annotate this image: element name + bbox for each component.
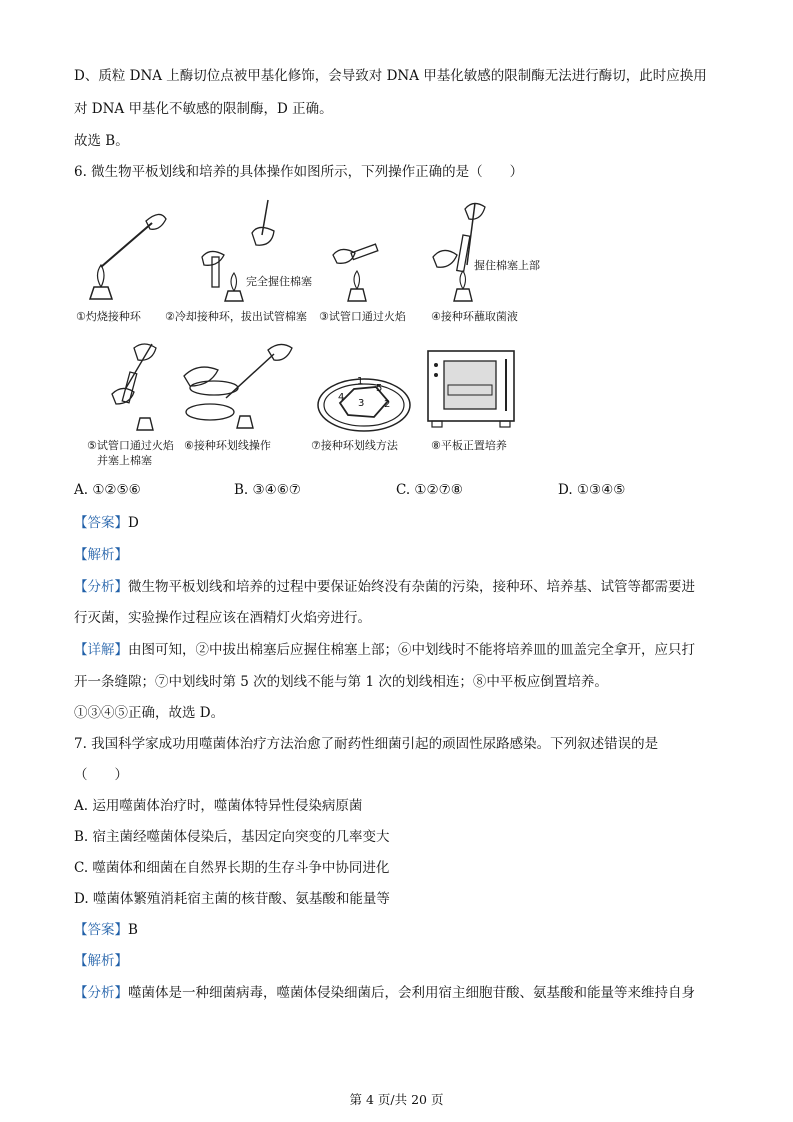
analysis-heading: 【解析】	[74, 547, 128, 563]
answer-line: 【答案】D	[74, 515, 139, 531]
option-a[interactable]: A. ①②⑤⑥	[74, 482, 141, 498]
burning-loop-illustration	[74, 195, 174, 305]
analysis-line: 【分析】微生物平板划线和培养的过程中要保证始终没有杂菌的污染，接种环、培养基、试管等都需要进	[74, 579, 695, 595]
plate-number: 4	[338, 392, 345, 403]
question-6-stem: 6. 微生物平板划线和培养的具体操作如图所示，下列操作正确的是（ ）	[74, 164, 524, 180]
dip-culture-illustration	[429, 195, 539, 305]
figure-caption: ③试管口通过火焰	[319, 310, 406, 323]
analysis-line: 【分析】噬菌体是一种细菌病毒，噬菌体侵染细菌后，会利用宿主细胞苷酸、氨基酸和能量等来维持自身	[74, 985, 695, 1001]
figure-label: 握住棉塞上部	[474, 259, 540, 272]
procedure-figure	[74, 195, 554, 475]
option-d[interactable]: D. 噬菌体繁殖消耗宿主菌的核苷酸、氨基酸和能量等	[74, 891, 390, 907]
option-d[interactable]: D. ①③④⑤	[558, 482, 626, 498]
figure-caption: ④接种环蘸取菌液	[431, 310, 518, 323]
tube-flame-illustration	[329, 235, 389, 305]
figure-caption: ⑧平板正置培养	[431, 439, 507, 452]
figure-caption: ⑥接种环划线操作	[184, 439, 271, 452]
answer-line: 【答案】B	[74, 922, 138, 938]
figure-label: 完全握住棉塞	[246, 275, 312, 288]
plate-number: 2	[384, 399, 391, 410]
analysis-line: 行灭菌，实验操作过程应该在酒精灯火焰旁进行。	[74, 610, 371, 626]
incubator-illustration	[424, 345, 520, 433]
figure-caption: ⑤试管口通过火焰	[87, 439, 174, 452]
question-7-paren: （ ）	[74, 767, 128, 783]
option-c[interactable]: C. 噬菌体和细菌在自然界长期的生存斗争中协同进化	[74, 860, 390, 876]
text-line: 对 DNA 甲基化不敏感的限制酶，D 正确。	[74, 101, 333, 117]
tube-stopper-illustration	[104, 338, 174, 433]
plate-number: 5	[376, 383, 383, 394]
figure-caption: ②冷却接种环，拔出试管棉塞	[165, 310, 307, 323]
text-line: D、质粒 DNA 上酶切位点被甲基化修饰，会导致对 DNA 甲基化敏感的限制酶无法进行酶切，此时应换用	[74, 68, 707, 84]
detail-line: 【详解】由图可知，②中拔出棉塞后应握住棉塞上部；⑥中划线时不能将培养皿的皿盖完全拿开，应只打	[74, 642, 695, 658]
option-b[interactable]: B. ③④⑥⑦	[234, 482, 301, 498]
analysis-heading: 【解析】	[74, 953, 128, 969]
plate-number: 1	[357, 376, 364, 387]
option-c[interactable]: C. ①②⑦⑧	[396, 482, 463, 498]
detail-line: 开一条缝隙；⑦中划线时第 5 次的划线不能与第 1 次的划线相连；⑧中平板应倒置培养。	[74, 674, 608, 690]
text-line: 故选 B。	[74, 133, 129, 149]
figure-caption: 并塞上棉塞	[97, 454, 152, 467]
question-7-stem: 7. 我国科学家成功用噬菌体治疗方法治愈了耐药性细菌引起的顽固性尿路感染。下列叙述错误的是	[74, 736, 659, 752]
page-footer: 第 4 页/共 20 页	[349, 1092, 444, 1107]
streaking-operation-illustration	[174, 340, 304, 435]
figure-caption: ①灼烧接种环	[76, 310, 141, 323]
option-b[interactable]: B. 宿主菌经噬菌体侵染后，基因定向突变的几率变大	[74, 829, 390, 845]
option-a[interactable]: A. 运用噬菌体治疗时，噬菌体特异性侵染病原菌	[74, 798, 363, 814]
figure-caption: ⑦接种环划线方法	[311, 439, 398, 452]
plate-number: 3	[358, 398, 365, 409]
detail-line: ①③④⑤正确，故选 D。	[74, 705, 225, 721]
